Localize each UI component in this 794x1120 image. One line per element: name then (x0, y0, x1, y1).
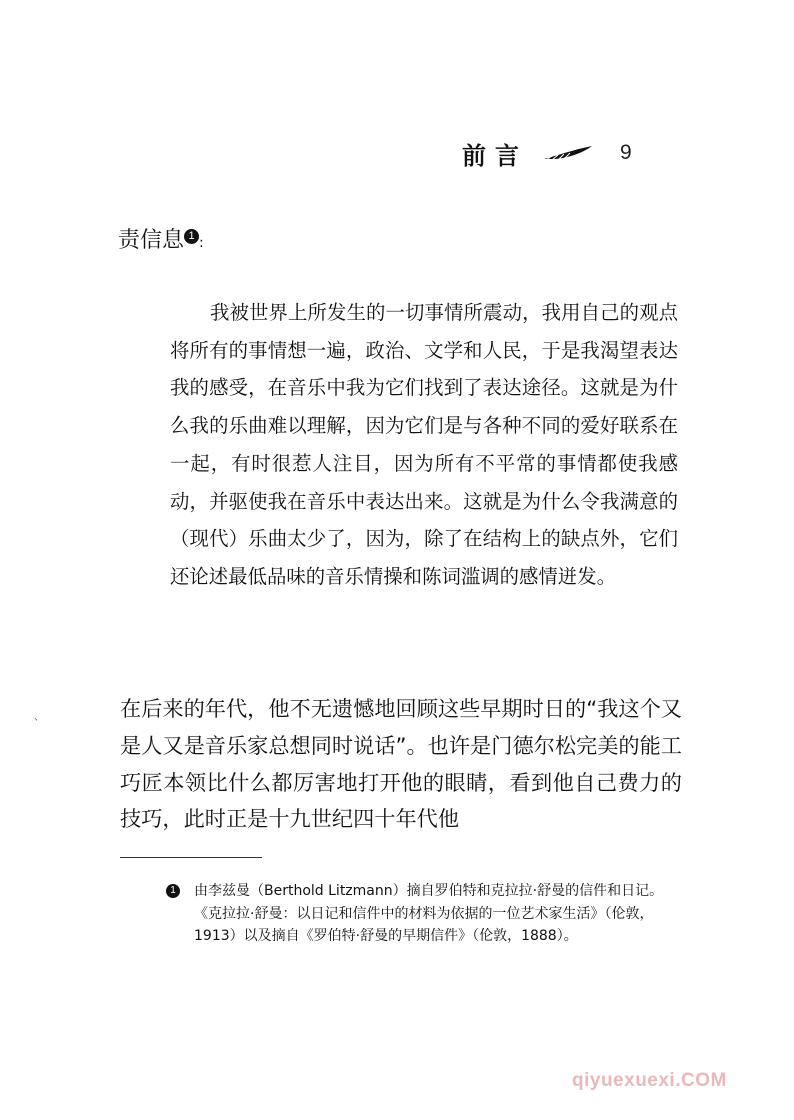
watermark: qiyuexuexi.COM (572, 1070, 727, 1091)
chapter-title: 前言 (462, 140, 528, 170)
block-quote: 我被世界上所发生的一切事情所震动，我用自己的观点将所有的事情想一遍，政治、文学和人民，于是我渴望表达我的感受，在音乐中我为它们找到了表达途径。这就是为什么我的乐曲难以理解，因为它们是与各种不同的爱好联系在一起，有时很惹人注目，因为所有不平常的事情都使我感动，并驱使我在音乐中表达出来。这就是为什么令我满意的（现代）乐曲太少了，因为，除了在结构上的缺点外，它们还论述最低品味的音乐情操和陈词滥调的感情迸发。 (170, 301, 678, 588)
body-paragraph: 在后来的年代，他不无遗憾地回顾这些早期时日的“我这个又是人又是音乐家总想同时说话”。也许是门德尔松完美的能工巧匠本领比什么都厉害地打开他的眼睛，看到他自己费力的技巧，此时正是十九世纪四十年代他 (120, 696, 682, 832)
lead-colon: : (199, 235, 204, 251)
footnote-divider (120, 857, 262, 858)
footnote-reference[interactable]: 1 (184, 229, 199, 244)
footnote-text: 由李兹曼（Berthold Litzmann）摘自罗伯特和克拉拉·舒曼的信件和日记。《克拉拉·舒曼：以日记和信件中的材料为依据的一位艺术家生活》（伦敦，1913）以及摘自《罗伯特·舒曼的早期信件》（伦敦，1888）。 (194, 883, 664, 944)
lead-text: 责信息 (118, 228, 185, 253)
stray-mark: 、 (34, 712, 44, 723)
lead-line (118, 223, 204, 254)
page-number: 9 (620, 141, 632, 164)
feather-icon (542, 144, 594, 162)
running-head (462, 133, 632, 173)
footnote-marker: 1 (166, 884, 180, 898)
